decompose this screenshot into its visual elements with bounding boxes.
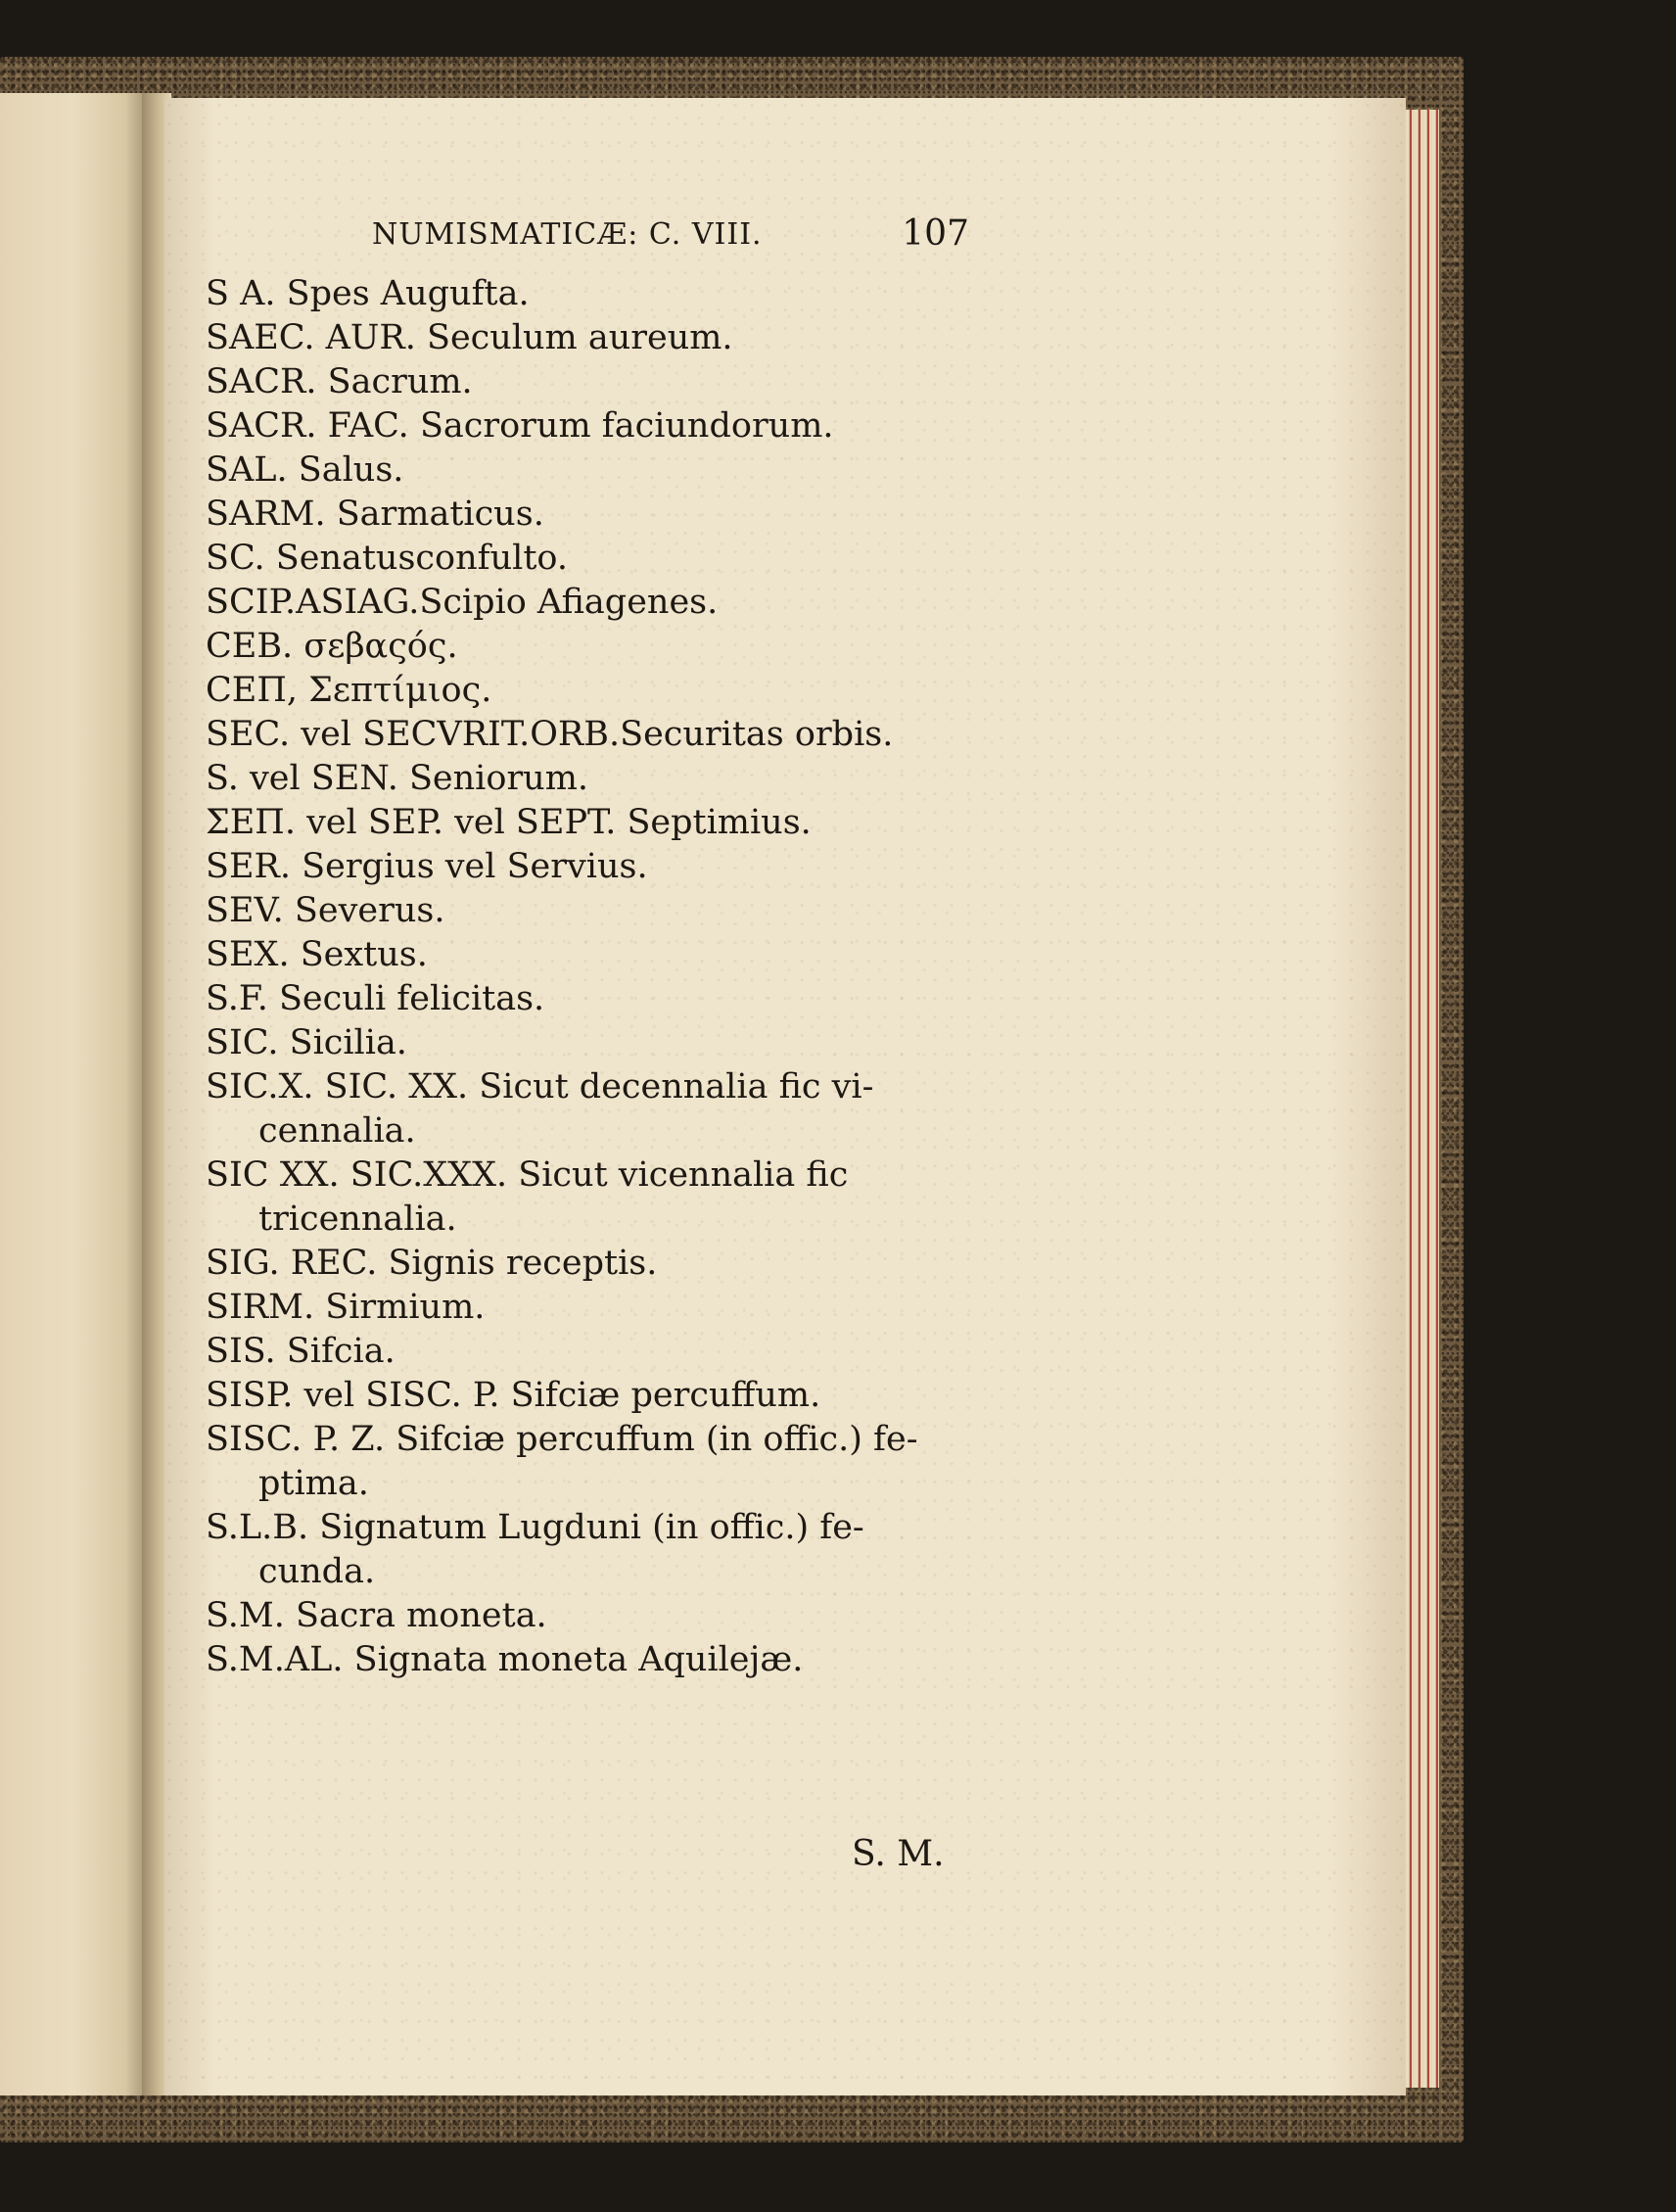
- list-item: [206, 581, 989, 625]
- entry-text: SISC. P. Z. Sifciæ percuffum (in offic.) fe-: [206, 1420, 918, 1459]
- list-item: [206, 316, 989, 360]
- list-item: [206, 625, 989, 669]
- running-head: [372, 213, 979, 259]
- list-item: [206, 1153, 989, 1242]
- abbreviation-list: [206, 272, 989, 1682]
- list-item: [206, 537, 989, 581]
- list-item: [206, 493, 989, 537]
- list-item: [206, 1374, 989, 1418]
- running-title: NUMISMATICÆ: C. VIII.: [372, 217, 763, 252]
- list-item: [206, 669, 989, 713]
- page-number: 107: [902, 213, 969, 254]
- entry-continuation: cennalia.: [258, 1111, 416, 1151]
- entry-text: S.L.B. Signatum Lugduni (in offic.) fe-: [206, 1508, 864, 1547]
- entry-text: SARM. Sarmaticus.: [206, 494, 544, 534]
- entry-text: SIRM. Sirmium.: [206, 1288, 486, 1327]
- list-item: [206, 360, 989, 404]
- entry-text: S.M. Sacra moneta.: [206, 1596, 547, 1635]
- list-item: [206, 713, 989, 757]
- list-item: [206, 1242, 989, 1286]
- entry-text: CEΠ, Σεπτίμιος.: [206, 671, 492, 710]
- list-item: [206, 1286, 989, 1330]
- facing-page: [0, 93, 147, 2095]
- list-item: [206, 977, 989, 1021]
- entry-continuation: ptima.: [258, 1464, 369, 1503]
- entry-continuation: cunda.: [258, 1552, 376, 1591]
- entry-text: SER. Sergius vel Servius.: [206, 847, 648, 886]
- list-item: [206, 1330, 989, 1374]
- list-item: [206, 1638, 989, 1682]
- entry-text: SEX. Sextus.: [206, 935, 428, 974]
- entry-text: SEV. Severus.: [206, 891, 445, 930]
- entry-text: SACR. Sacrum.: [206, 362, 473, 401]
- page-edges: [1406, 110, 1439, 2088]
- entry-text: SIC. Sicilia.: [206, 1023, 407, 1062]
- list-item: [206, 1506, 989, 1594]
- list-item: [206, 1418, 989, 1506]
- entry-text: S. vel SEN. Seniorum.: [206, 759, 589, 798]
- list-item: [206, 845, 989, 889]
- entry-text: SEC. vel SECVRIT.ORB.Securitas orbis.: [206, 715, 894, 754]
- entry-continuation: tricennalia.: [258, 1200, 457, 1239]
- entry-text: SAEC. AUR. Seculum aureum.: [206, 318, 733, 357]
- entry-text: SIC XX. SIC.XXX. Sicut vicennalia fic: [206, 1155, 849, 1195]
- entry-text: CEB. σεβαςός.: [206, 627, 458, 666]
- entry-text: S A. Spes Augufta.: [206, 274, 530, 313]
- list-item: [206, 1065, 989, 1153]
- entry-text: ΣEΠ. vel SEP. vel SEPT. Septimius.: [206, 803, 812, 842]
- list-item: [206, 404, 989, 448]
- entry-text: SIC.X. SIC. XX. Sicut decennalia fic vi-: [206, 1067, 874, 1106]
- list-item: [206, 933, 989, 977]
- entry-text: SAL. Salus.: [206, 450, 404, 490]
- list-item: [206, 1594, 989, 1638]
- list-item: [206, 1021, 989, 1065]
- entry-text: S.M.AL. Signata moneta Aquilejæ.: [206, 1640, 804, 1679]
- catchword: S. M.: [852, 1834, 945, 1874]
- list-item: [206, 448, 989, 493]
- list-item: [206, 272, 989, 316]
- entry-text: SIS. Sifcia.: [206, 1332, 396, 1371]
- list-item: [206, 757, 989, 801]
- list-item: [206, 889, 989, 933]
- entry-text: SACR. FAC. Sacrorum faciundorum.: [206, 406, 834, 446]
- entry-text: SISP. vel SISC. P. Sifciæ percuffum.: [206, 1376, 821, 1415]
- list-item: [206, 801, 989, 845]
- entry-text: SCIP.ASIAG.Scipio Afiagenes.: [206, 583, 719, 622]
- entry-text: SC. Senatusconfulto.: [206, 539, 568, 578]
- entry-text: SIG. REC. Signis receptis.: [206, 1244, 658, 1283]
- entry-text: S.F. Seculi felicitas.: [206, 979, 545, 1018]
